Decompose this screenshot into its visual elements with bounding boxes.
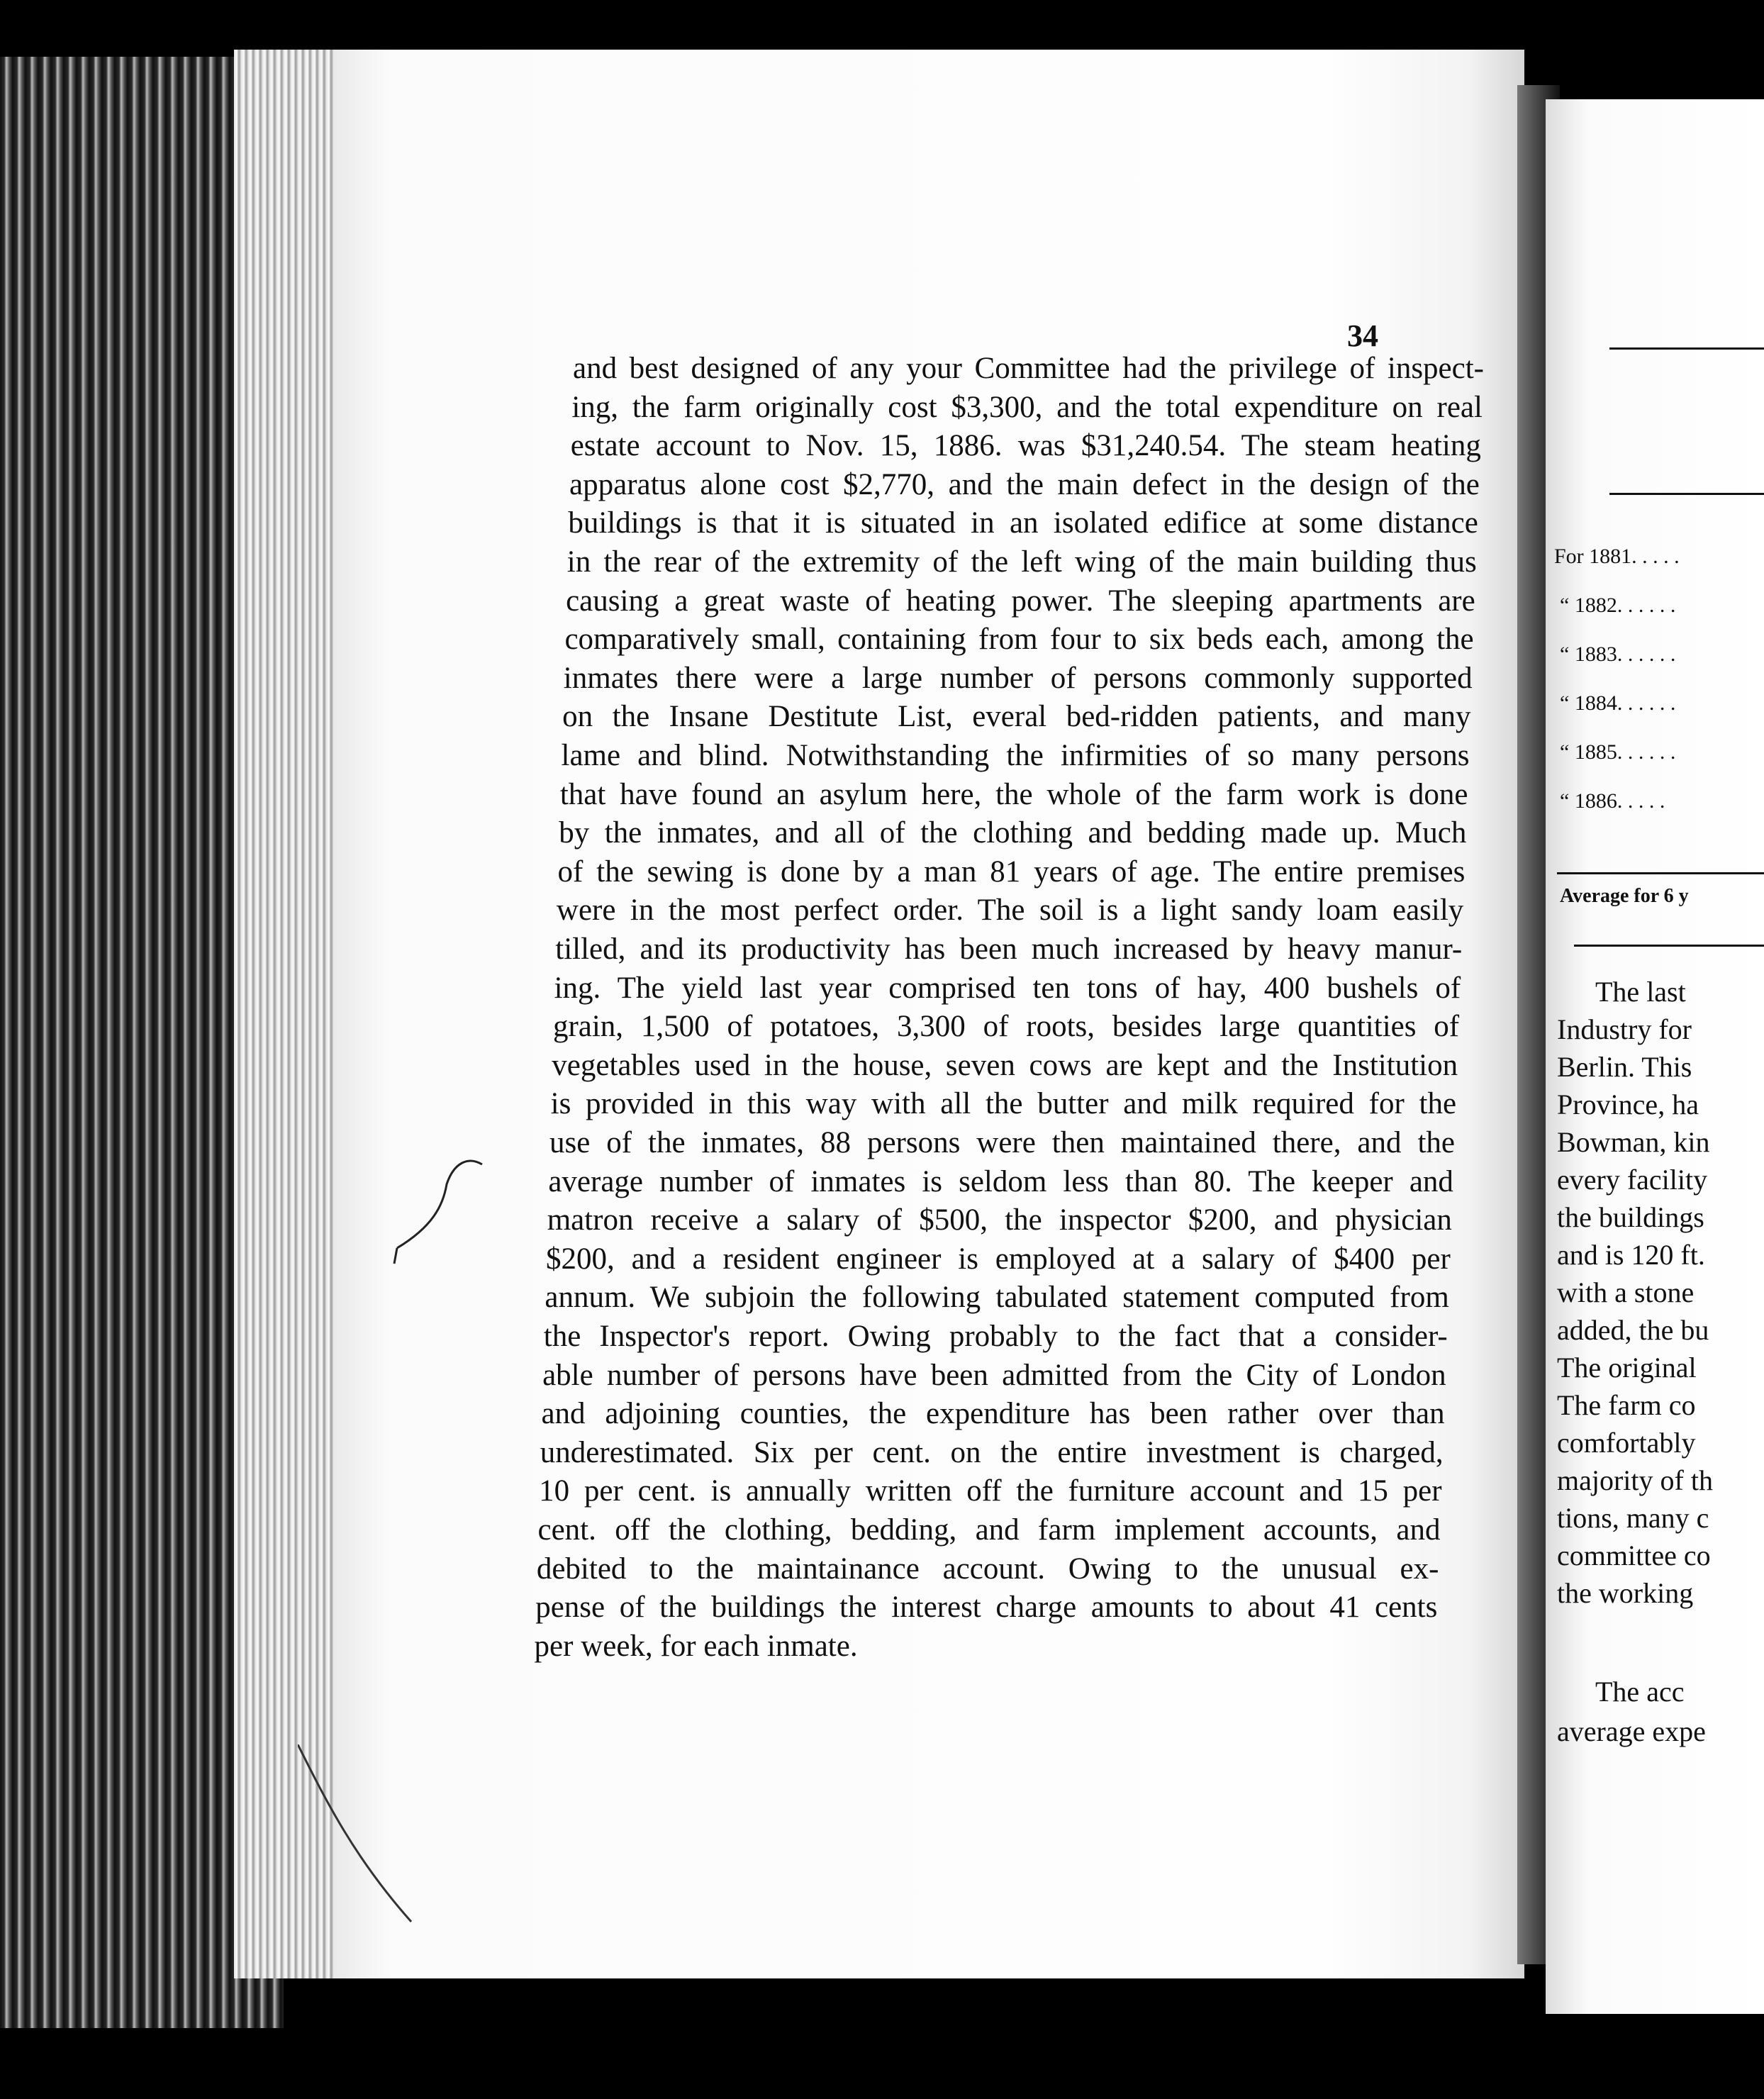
text-line: underestimated. Six per cent. on the entire investment is charged, [540, 1435, 1444, 1469]
table-row: “ 1885. . . . . . [1560, 740, 1676, 764]
text-line: tilled, and its productivity has been much increased by heavy manur- [555, 932, 1463, 966]
table-row: “ 1884. . . . . . [1560, 691, 1676, 715]
pencil-mark-margin [390, 1142, 503, 1284]
text-line: annum. We subjoin the following tabulated statement computed from [545, 1281, 1449, 1315]
page-stack-edge [234, 50, 347, 1978]
text-line: and is 120 ft. [1557, 1239, 1705, 1271]
text-line: matron receive a salary of $500, the inspector $200, and physician [547, 1203, 1452, 1237]
text-line: Bowman, kin [1557, 1126, 1710, 1158]
text-line: causing a great waste of heating power. The sleeping apartments are [566, 584, 1475, 618]
text-line: Province, ha [1557, 1089, 1699, 1120]
text-line: cent. off the clothing, bedding, and farm implement accounts, and [537, 1513, 1441, 1547]
text-line: average number of inmates is seldom less than 80. The keeper and [548, 1164, 1453, 1198]
text-line: The last [1595, 976, 1686, 1008]
text-line: that have found an asylum here, the whole of the farm work is done [559, 777, 1468, 811]
text-line: the Inspector's report. Owing probably to the fact that a consider- [543, 1320, 1448, 1353]
text-line: and adjoining counties, the expenditure has been rather over than [541, 1397, 1445, 1431]
text-line: ing. The yield last year comprised ten tons of hay, 400 bushels of [554, 971, 1461, 1005]
header-rule [1609, 493, 1764, 495]
text-line: average expe [1557, 1715, 1706, 1747]
text-line: use of the inmates, 88 persons were then maintained there, and the [549, 1126, 1455, 1159]
table-row: “ 1883. . . . . . [1560, 642, 1676, 666]
table-row: “ 1886. . . . . [1560, 789, 1665, 813]
text-line: committee co [1557, 1540, 1711, 1571]
text-line: pense of the buildings the interest charge amounts to about 41 cents [535, 1591, 1438, 1625]
text-line: per week, for each inmate. [534, 1629, 858, 1663]
text-line: apparatus alone cost $2,770, and the main defect in the design of the [569, 467, 1480, 501]
text-line: added, the bu [1557, 1314, 1709, 1346]
text-line: grain, 1,500 of potatoes, 3,300 of roots, besides large quantities of [552, 1010, 1460, 1044]
text-line: with a stone [1557, 1276, 1695, 1308]
text-line: debited to the maintainance account. Owing to the unusual ex- [536, 1552, 1439, 1586]
text-line: and best designed of any your Committee had the privilege of inspect- [573, 352, 1484, 385]
text-line: comparatively small, containing from four to six beds each, among the [564, 623, 1474, 657]
text-line: buildings is that it is situated in an isolated edifice at some distance [568, 506, 1478, 540]
table-row: For 1881. . . . . [1554, 545, 1680, 568]
table-bottom-rule [1557, 872, 1764, 874]
table-row: “ 1882. . . . . . [1560, 594, 1676, 617]
text-line: every facility [1557, 1164, 1708, 1196]
text-line: in the rear of the extremity of the left wing of the main building thus [566, 545, 1477, 579]
text-line: 10 per cent. is annually written off the furniture account and 15 per [539, 1474, 1442, 1508]
text-line: vegetables used in the house, seven cows are kept and the Institution [552, 1048, 1458, 1082]
average-label: Average for 6 y [1560, 885, 1689, 907]
text-line: The farm co [1557, 1389, 1696, 1421]
right-page-fragment [1546, 99, 1764, 2014]
left-page [333, 50, 1524, 1978]
text-line: inmates there were a large number of persons commonly supported [563, 661, 1473, 695]
page-number: 34 [1347, 318, 1378, 353]
text-line: The original [1557, 1352, 1697, 1383]
text-line: Berlin. This [1557, 1051, 1692, 1083]
text-line: estate account to Nov. 15, 1886. was $31,240.54. The steam heating [570, 429, 1481, 463]
text-line: by the inmates, and all of the clothing and bedding made up. Much [559, 816, 1467, 850]
text-line: Industry for [1557, 1013, 1692, 1045]
text-line: The acc [1595, 1676, 1685, 1708]
text-line: on the Insane Destitute List, everal bed-ridden patients, and many [562, 700, 1471, 734]
text-line: ing, the farm originally cost $3,300, and the total expenditure on real [571, 390, 1483, 424]
top-rule [1609, 347, 1764, 350]
text-line: comfortably [1557, 1427, 1696, 1459]
text-line: is provided in this way with all the butter and milk required for the [550, 1087, 1457, 1121]
text-line: of the sewing is done by a man 81 years of age. The entire premises [557, 854, 1466, 889]
pencil-mark-corner [298, 1744, 418, 1929]
text-line: tions, many c [1557, 1502, 1709, 1534]
text-line: the buildings [1557, 1201, 1704, 1233]
text-line: able number of persons have been admitted from the City of London [542, 1358, 1446, 1392]
average-rule [1574, 945, 1764, 947]
text-line: were in the most perfect order. The soil is a light sandy loam easily [556, 893, 1464, 928]
text-line: lame and blind. Notwithstanding the infirmities of so many persons [561, 739, 1470, 772]
text-line: majority of th [1557, 1464, 1713, 1496]
text-line: the working [1557, 1577, 1694, 1609]
text-line: $200, and a resident engineer is employed at a salary of $400 per [546, 1242, 1451, 1276]
